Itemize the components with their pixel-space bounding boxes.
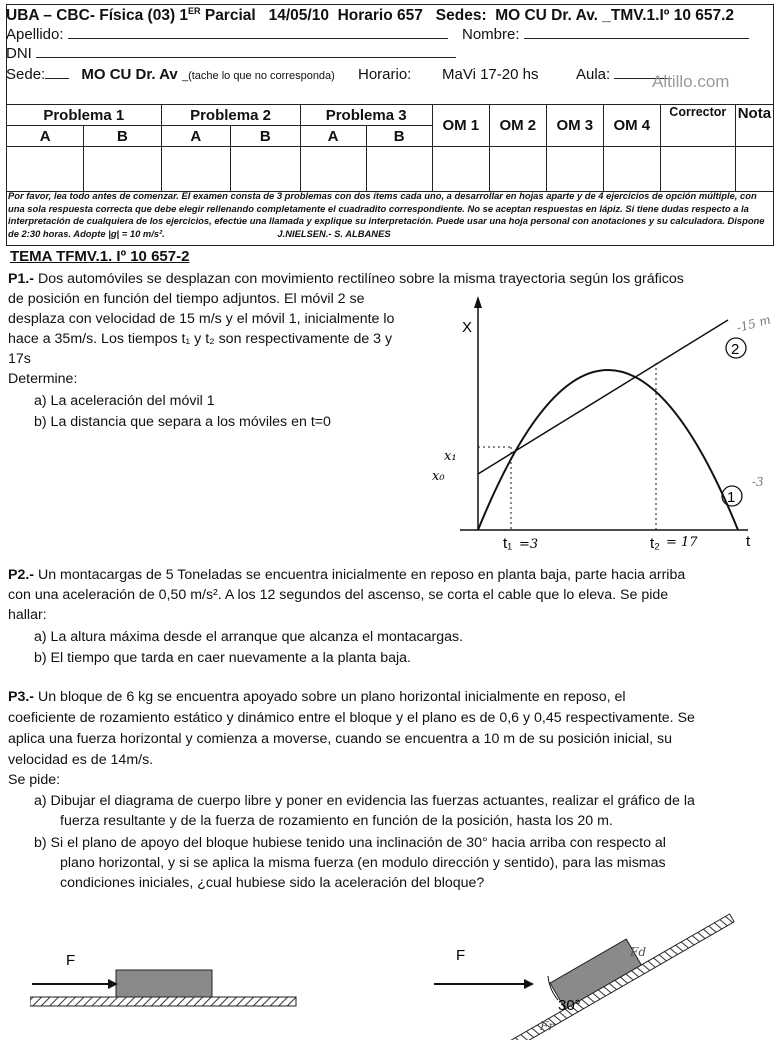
- header-om-1: OM 1: [432, 105, 489, 147]
- nombre-field[interactable]: [524, 38, 749, 39]
- header-problema-3: Problema 3: [300, 105, 432, 126]
- p1-item-b: b) La distancia que separa a los móviles en t=0: [34, 414, 331, 430]
- handwritten-note-bottom: -3: [752, 475, 764, 489]
- instructions: Por favor, lea todo antes de comenzar. El examen consta de 3 problemas con dos ítems cada uno, a desarrollar en hojas aparte y de 4 ejercicios de opción múltiple, con una sola respuesta correcta que debe elegir rellenando completamente el cuadradito correspondiente. No se aceptan respuestas en lápiz. Si tiene dudas respecto a la interpretación de cualquiera de los ejercicios, efectúe una llamada y explique su interpretación. Puede usar una hoja personal con anotaciones y su calculadora. Dispone de 2:30 horas. Adopte |g| = 10 m/s². J.NIELSEN.- S. ALBANES: [8, 190, 765, 239]
- grade-cell[interactable]: [366, 147, 432, 192]
- x1-handwritten: x₁: [444, 449, 457, 464]
- grade-cell[interactable]: [432, 147, 489, 192]
- sede-field[interactable]: [45, 78, 69, 79]
- p2-item-a: a) La altura máxima desde el arranque que alcanza el montacargas.: [34, 629, 464, 645]
- p2-line1: P2.- Un montacargas de 5 Toneladas se encuentra inicialmente en reposo en planta baja, parte hacia arriba: [8, 567, 686, 583]
- p2-item-b: b) El tiempo que tarda en caer nuevamente a la planta baja.: [34, 650, 412, 666]
- sede-value: MO CU Dr. Av: [81, 66, 178, 83]
- nombre-row: [462, 26, 749, 43]
- p3-item-b-line1: b) Si el plano de apoyo del bloque hubiese tenido una inclinación de 30° hacia arriba con respecto al: [34, 835, 666, 851]
- dni-field[interactable]: [36, 57, 456, 58]
- t2-handwritten: = 17: [666, 535, 698, 550]
- watermark-logo: Altillo.com: [652, 72, 730, 91]
- grade-cell[interactable]: [300, 147, 366, 192]
- grade-cell[interactable]: [546, 147, 603, 192]
- header-om-3: OM 3: [546, 105, 603, 147]
- p3-item-b-line2: plano horizontal, y si se aplica la misma fuerza (en modulo dirección y sentido), para las mismas: [60, 855, 666, 871]
- figure-inclined-block: [430, 880, 760, 1040]
- dni-row: [6, 45, 456, 62]
- nombre-label: Nombre:: [462, 26, 520, 43]
- p3-line1: P3.- Un bloque de 6 kg se encuentra apoyado sobre un plano horizontal inicialmente en reposo, el: [8, 689, 626, 705]
- mobile-2-label: 2: [731, 341, 740, 358]
- t1-handwritten: =3: [519, 537, 539, 552]
- horario-value: MaVi 17-20 hs: [442, 66, 539, 83]
- p1-item-a: a) La aceleración del móvil 1: [34, 393, 215, 409]
- grade-cell[interactable]: [489, 147, 546, 192]
- p3-pide: Se pide:: [8, 772, 61, 788]
- x-axis-label: t: [746, 533, 751, 550]
- grade-table: [6, 104, 774, 192]
- force-arrowhead-inclined: [524, 979, 534, 989]
- sede-row: [6, 66, 335, 83]
- sub-p1-a: A: [7, 126, 84, 147]
- header-om-4: OM 4: [603, 105, 660, 147]
- sub-p3-a: A: [300, 126, 366, 147]
- header-nota: Nota: [735, 105, 773, 147]
- p1-line1: P1.- Dos automóviles se desplazan con movimiento rectilíneo sobre la misma trayectoria según los gráficos: [8, 271, 684, 287]
- horario-label: Horario:: [358, 66, 412, 83]
- p1-line4: hace a 35m/s. Los tiempos t₁ y t₂ son respectivamente de 3 y: [8, 331, 393, 347]
- sub-p2-b: B: [231, 126, 300, 147]
- handwritten-note-top: -15 m: [735, 312, 773, 335]
- tema-title: TEMA TFMV.1. Iº 10 657-2: [10, 248, 190, 265]
- p1-line3: desplaza con velocidad de 15 m/s y el móvil 1, inicialmente lo: [8, 311, 395, 327]
- apellido-field[interactable]: [68, 38, 448, 39]
- handwritten-fr: Fr: [540, 1019, 555, 1033]
- header-problema-2: Problema 2: [161, 105, 300, 126]
- sub-p3-b: B: [366, 126, 432, 147]
- y-axis-arrow: [474, 296, 482, 308]
- p1-line2: de posición en función del tiempo adjuntos. El móvil 2 se: [8, 291, 365, 307]
- sede-label: Sede:: [6, 66, 46, 83]
- p2-line2: con una aceleración de 0,50 m/s². A los 12 segundos del ascenso, se corta el cable que lo eleva. Se pide: [8, 587, 669, 603]
- grade-cell[interactable]: [660, 147, 735, 192]
- mobile-1-label: 1: [727, 489, 736, 506]
- header-corrector: Corrector: [660, 105, 735, 147]
- angle-label: 30°: [558, 997, 581, 1014]
- p1-determine: Determine:: [8, 371, 78, 387]
- apellido-label: Apellido:: [6, 26, 64, 43]
- grade-cell[interactable]: [84, 147, 161, 192]
- x0-handwritten: x₀: [432, 469, 445, 484]
- figure-horizontal-block: [30, 940, 310, 1020]
- p2-line3: hallar:: [8, 607, 47, 623]
- grade-cell[interactable]: [7, 147, 84, 192]
- t2-label: t₂: [650, 535, 660, 552]
- grade-cell[interactable]: [161, 147, 230, 192]
- force-label-inclined: F: [456, 947, 466, 964]
- dni-label: DNI: [6, 45, 32, 62]
- grade-cell[interactable]: [603, 147, 660, 192]
- aula-label: Aula:: [576, 66, 611, 83]
- sub-p2-a: A: [161, 126, 230, 147]
- handwritten-fd: Fd: [630, 945, 647, 959]
- header-problema-1: Problema 1: [7, 105, 162, 126]
- signature: J.NIELSEN.- S. ALBANES: [277, 227, 391, 239]
- p3-item-a-line1: a) Dibujar el diagrama de cuerpo libre y poner en evidencia las fuerzas actuantes, realizar el gráfico de la: [34, 793, 695, 809]
- position-time-graph: [430, 290, 780, 552]
- sede-note: _(tache lo que no corresponda): [181, 70, 335, 82]
- grade-cell[interactable]: [735, 147, 773, 192]
- exam-title: UBA – CBC- Física (03) 1ER Parcial 14/05/10 Horario 657 Sedes: MO CU Dr. Av. _TMV.1.Iº 10 657.2: [6, 6, 735, 25]
- header-om-2: OM 2: [489, 105, 546, 147]
- apellido-row: [6, 26, 448, 43]
- y-axis-label: X: [462, 319, 473, 336]
- line-mobile-2: [478, 320, 728, 474]
- p3-line4: velocidad es de 14m/s.: [8, 752, 154, 768]
- sub-p1-b: B: [84, 126, 161, 147]
- p3-line2: coeficiente de rozamiento estático y dinámico entre el bloque y el plano es de 0,6 y 0,45 respectivamente. Se: [8, 710, 695, 726]
- block: [116, 970, 212, 997]
- force-label: F: [66, 952, 76, 969]
- p3-item-b-line3: condiciones iniciales, ¿cual hubiese sido la aceleración del bloque?: [60, 875, 485, 891]
- grade-cell[interactable]: [231, 147, 300, 192]
- ground-plane: [30, 997, 296, 1006]
- p3-line3: aplica una fuerza horizontal y comienza a moverse, cuando se encuentra a 10 m de su posición inicial, su: [8, 731, 673, 747]
- t1-label: t₁: [503, 535, 513, 552]
- p3-item-a-line2: fuerza resultante y de la fuerza de rozamiento en función de la posición, hasta los 20 m.: [60, 813, 613, 829]
- p1-line5: 17s: [8, 351, 31, 367]
